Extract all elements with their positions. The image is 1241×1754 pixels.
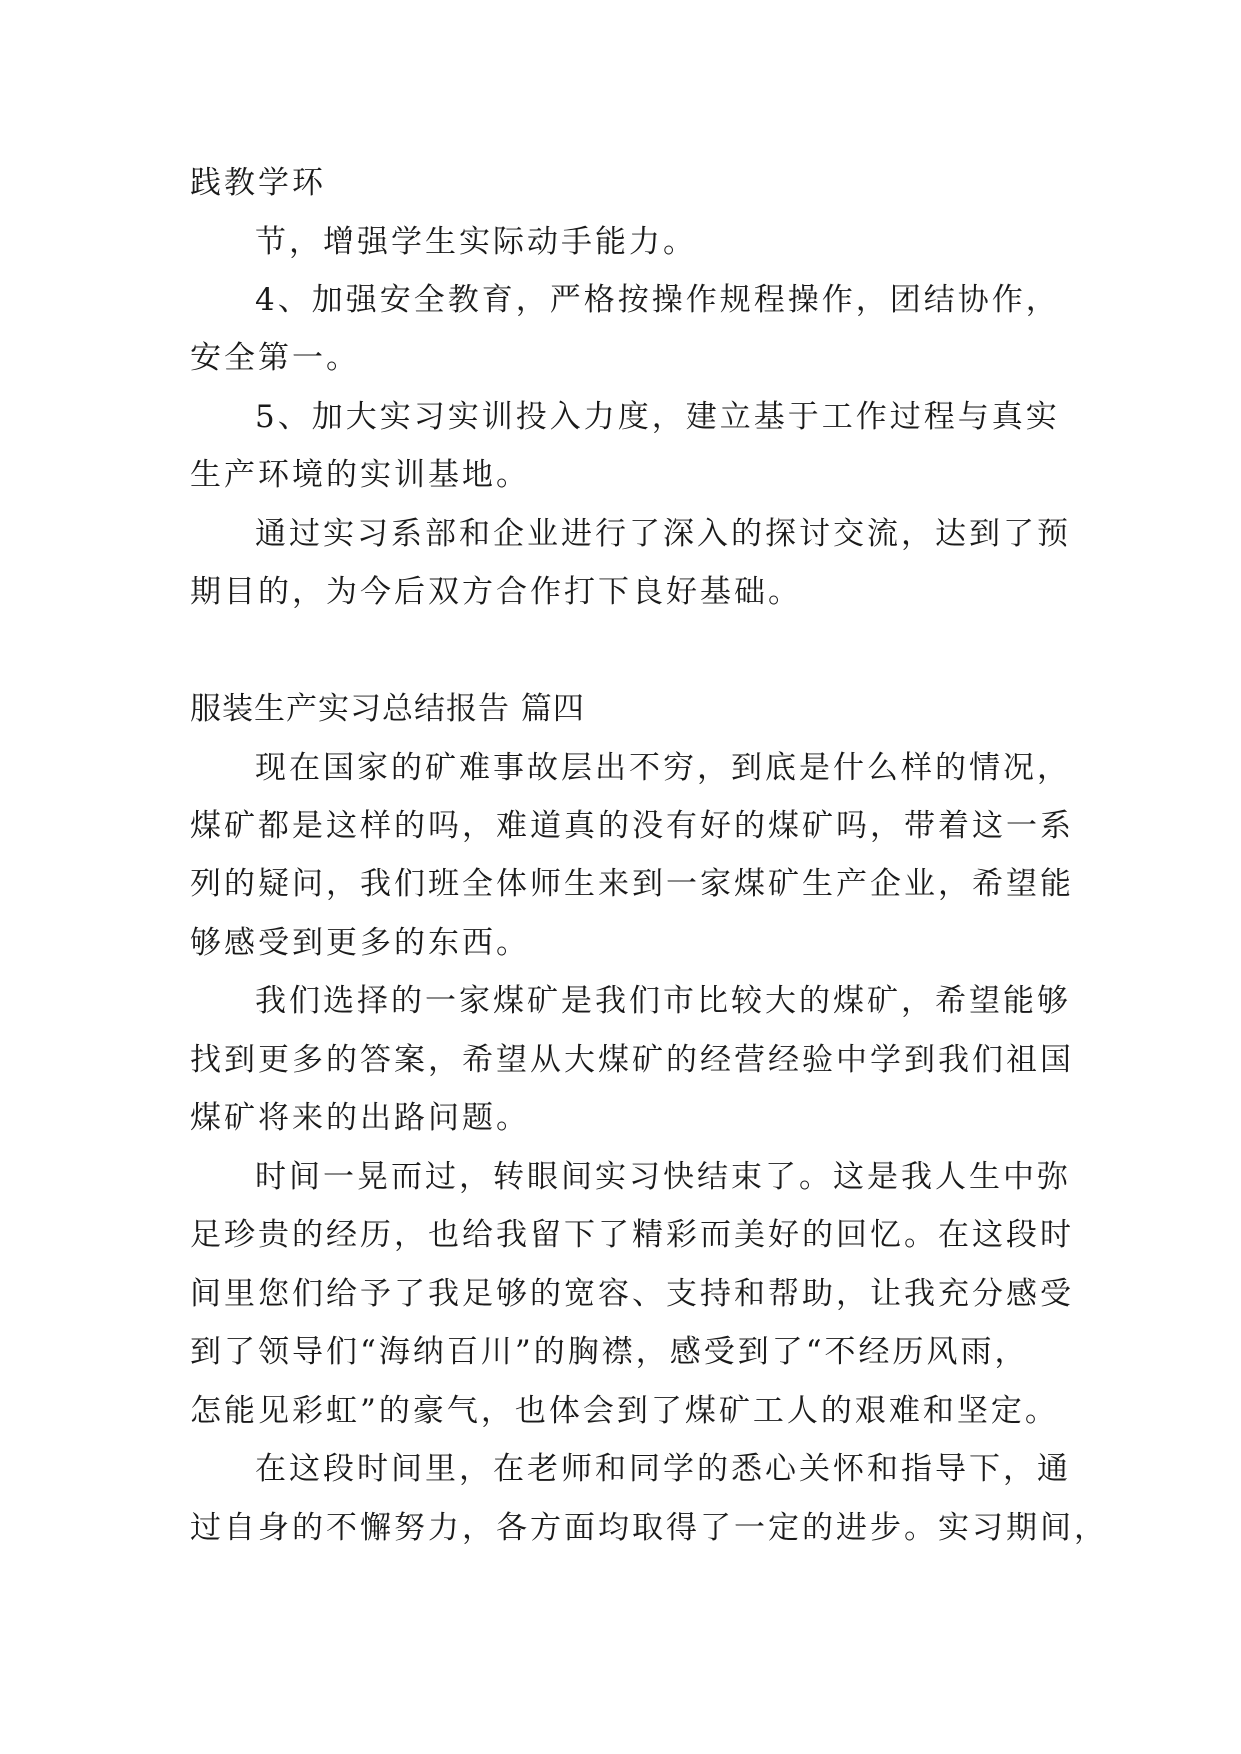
text-line: 我们选择的一家煤矿是我们市比较大的煤矿，希望能够 [255, 983, 1071, 1019]
text-line: 列的疑问，我们班全体师生来到一家煤矿生产企业，希望能 [190, 866, 1074, 902]
section-heading: 服装生产实习总结报告 篇四 [190, 691, 585, 727]
text-line: 间里您们给予了我足够的宽容、支持和帮助，让我充分感受 [190, 1276, 1074, 1312]
text-line: 找到更多的答案，希望从大煤矿的经营经验中学到我们祖国 [190, 1042, 1074, 1078]
text-line: 过自身的不懈努力，各方面均取得了一定的进步。实习期间， [190, 1510, 1108, 1546]
text-line: 5、加大实习实训投入力度，建立基于工作过程与真实 [255, 399, 1060, 435]
text-line: 期目的，为今后双方合作打下良好基础。 [190, 574, 802, 610]
text-line: 够感受到更多的东西。 [190, 925, 530, 961]
text-line: 足珍贵的经历，也给我留下了精彩而美好的回忆。在这段时 [190, 1217, 1074, 1253]
text-line: 现在国家的矿难事故层出不穷，到底是什么样的情况， [255, 750, 1071, 786]
text-line: 践教学环 [190, 165, 326, 201]
text-line: 时间一晃而过，转眼间实习快结束了。这是我人生中弥 [255, 1159, 1071, 1195]
text-line: 安全第一。 [190, 340, 360, 376]
text-line: 节，增强学生实际动手能力。 [255, 224, 697, 260]
text-line: 通过实习系部和企业进行了深入的探讨交流，达到了预 [255, 516, 1071, 552]
text-line: 到了领导们“海纳百川”的胸襟，感受到了“不经历风雨， [190, 1334, 1029, 1370]
text-line: 煤矿将来的出路问题。 [190, 1100, 530, 1136]
text-line: 煤矿都是这样的吗，难道真的没有好的煤矿吗，带着这一系 [190, 808, 1074, 844]
text-line: 在这段时间里，在老师和同学的悉心关怀和指导下，通 [255, 1451, 1071, 1487]
text-line: 4、加强安全教育，严格按操作规程操作，团结协作， [255, 282, 1060, 318]
text-line: 怎能见彩虹”的豪气，也体会到了煤矿工人的艰难和坚定。 [190, 1393, 1059, 1429]
text-line: 生产环境的实训基地。 [190, 457, 530, 493]
